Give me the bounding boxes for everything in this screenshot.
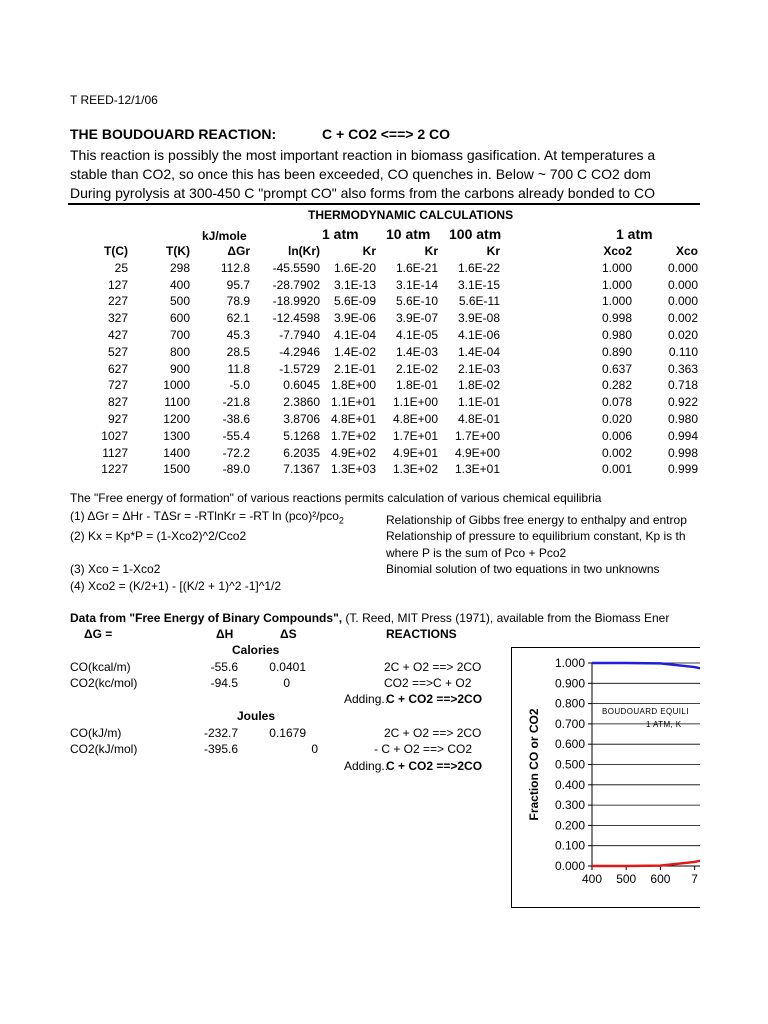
- joule-row-co-label: CO(kJ/m): [70, 726, 122, 740]
- cell-xco: 0.000: [667, 294, 698, 309]
- cell-kr-1atm: 4.1E-04: [333, 327, 376, 342]
- y-tick-label: 0.900: [554, 676, 585, 691]
- cell-tc: 127: [107, 277, 128, 292]
- header-1atm-right: 1 atm: [616, 226, 653, 242]
- cell-tc: 527: [107, 344, 128, 359]
- y-tick-label: 0.400: [554, 777, 585, 792]
- thermo-title: THERMODYNAMIC CALCULATIONS: [308, 208, 514, 222]
- cal-row-co-dh: -55.6: [210, 660, 238, 674]
- cell-kr-100atm: 1.4E-04: [457, 344, 500, 359]
- cell-xco2: 0.020: [601, 411, 632, 426]
- cell-kr-100atm: 1.6E-22: [457, 260, 500, 275]
- cell-tk: 298: [169, 260, 190, 275]
- col-header-kr-1atm: Kr: [362, 244, 376, 258]
- cell-kr-1atm: 4.8E+01: [330, 411, 376, 426]
- cell-xco2: 0.637: [601, 361, 632, 376]
- cell-tk: 1000: [163, 378, 190, 393]
- cell-xco: 0.000: [667, 260, 698, 275]
- cell-xco: 0.994: [667, 428, 698, 443]
- cell-lnkr: 6.2035: [283, 445, 320, 460]
- cell-kr-10atm: 1.6E-21: [395, 260, 438, 275]
- cell-kr-1atm: 1.8E+00: [330, 378, 376, 393]
- cell-lnkr: -18.9920: [272, 294, 320, 309]
- cal-row-co-ds: 0.0401: [269, 660, 306, 674]
- joule-row-co2-label: CO2(kJ/mol): [70, 742, 138, 756]
- cell-lnkr: 5.1268: [283, 428, 320, 443]
- author-date: T REED-12/1/06: [70, 93, 158, 107]
- cell-xco2: 0.890: [601, 344, 632, 359]
- cell-dgr: 78.9: [226, 294, 250, 309]
- cell-xco: 0.000: [667, 277, 698, 292]
- data-source: [70, 611, 669, 625]
- cell-kr-10atm: 2.1E-02: [395, 361, 438, 376]
- document-title: THE BOUDOUARD REACTION:: [70, 126, 277, 142]
- col-header-lnkr: ln(Kr): [288, 244, 320, 258]
- cell-lnkr: -1.5729: [279, 361, 320, 376]
- cell-kr-10atm: 1.8E-01: [395, 378, 438, 393]
- col-header-tc: T(C): [104, 244, 128, 258]
- cell-kr-1atm: 1.3E+03: [330, 462, 376, 477]
- cell-xco2: 0.002: [601, 445, 632, 460]
- cal-row-co2-ds: 0: [283, 676, 290, 690]
- cell-kr-10atm: 1.3E+02: [392, 462, 438, 477]
- cell-xco2: 0.980: [601, 327, 632, 342]
- delta-s-label: ΔS: [280, 627, 297, 641]
- cell-tk: 600: [169, 311, 190, 326]
- cell-lnkr: -12.4598: [272, 311, 320, 326]
- table-row: [70, 327, 698, 344]
- cell-kr-10atm: 3.1E-14: [395, 277, 438, 292]
- cell-lnkr: -45.5590: [272, 260, 320, 275]
- cell-xco2: 0.998: [601, 311, 632, 326]
- cell-tk: 1500: [163, 462, 190, 477]
- cell-xco: 0.002: [667, 311, 698, 326]
- cell-kr-1atm: 4.9E+02: [330, 445, 376, 460]
- y-tick-label: 0.600: [554, 737, 585, 752]
- cell-lnkr: -28.7902: [272, 277, 320, 292]
- equation-1-subscript: 2: [338, 515, 344, 526]
- cell-tc: 727: [107, 378, 128, 393]
- table-row: [70, 260, 698, 277]
- col-header-kr-10atm: Kr: [424, 244, 438, 258]
- thermo-table: [70, 243, 698, 478]
- col-header-kr-100atm: Kr: [486, 244, 500, 258]
- delta-g-label: ΔG =: [84, 627, 113, 641]
- equation-1-description: Relationship of Gibbs free energy to enthalpy and entrop: [386, 513, 687, 527]
- y-tick-label: 0.100: [554, 838, 585, 853]
- cal-row-co2-dh: -94.5: [210, 676, 238, 690]
- cell-lnkr: 7.1367: [283, 462, 320, 477]
- cell-kr-100atm: 3.9E-08: [457, 311, 500, 326]
- intro-line-2: stable than CO2, so once this has been exceeded, CO quenches in. Below ~ 700 C CO2 dom: [70, 166, 651, 182]
- cell-lnkr: 0.6045: [283, 378, 320, 393]
- cell-tc: 227: [107, 294, 128, 309]
- cell-xco: 0.980: [667, 411, 698, 426]
- table-row: [70, 344, 698, 361]
- cell-kr-1atm: 1.6E-20: [333, 260, 376, 275]
- cell-dgr: -5.0: [229, 378, 250, 393]
- cell-tk: 1400: [163, 445, 190, 460]
- col-header-dgr: ΔGr: [227, 244, 250, 258]
- cal-row-co2-label: CO2(kc/mol): [70, 676, 138, 690]
- cell-kr-1atm: 5.6E-09: [333, 294, 376, 309]
- joule-adding-reaction: C + CO2 ==>2CO: [386, 759, 483, 773]
- cell-tk: 1100: [164, 395, 190, 410]
- cell-tk: 800: [169, 344, 190, 359]
- cell-tk: 1300: [163, 428, 190, 443]
- header-100atm: 100 atm: [449, 226, 502, 242]
- chart-frame: [511, 647, 700, 908]
- cell-tc: 327: [107, 311, 128, 326]
- cell-kr-1atm: 3.9E-06: [333, 311, 376, 326]
- cell-kr-10atm: 1.4E-03: [395, 344, 438, 359]
- cell-tc: 1127: [102, 445, 128, 460]
- cell-kr-100atm: 4.9E+00: [454, 445, 500, 460]
- cell-tc: 927: [107, 411, 128, 426]
- thermo-header-row: [70, 243, 698, 260]
- cell-dgr: 62.1: [226, 311, 250, 326]
- cell-dgr: 112.8: [220, 260, 250, 275]
- x-tick-label: 500: [616, 872, 637, 886]
- y-tick-label: 0.500: [554, 757, 585, 772]
- y-tick-label: 1.000: [554, 656, 585, 670]
- cell-kr-1atm: 1.4E-02: [333, 344, 376, 359]
- cell-kr-1atm: 1.1E+01: [330, 395, 376, 410]
- cell-lnkr: 2.3860: [283, 395, 320, 410]
- series-xco-line: [592, 856, 700, 866]
- reaction-equation: C + CO2 <==> 2 CO: [322, 126, 451, 142]
- series-xco2-line: [592, 663, 700, 673]
- cell-xco: 0.020: [667, 327, 698, 342]
- equilibrium-chart: [512, 648, 700, 907]
- cell-xco: 0.363: [667, 361, 698, 376]
- chart-title: BOUDOUARD EQUILI: [602, 707, 689, 716]
- cell-lnkr: -4.2946: [279, 344, 320, 359]
- cell-kr-10atm: 4.8E+00: [392, 411, 438, 426]
- cell-kr-100atm: 1.8E-02: [457, 378, 500, 393]
- equation-3-description: Binomial solution of two equations in two unknowns: [386, 562, 660, 576]
- col-header-xco2: Xco2: [603, 244, 632, 258]
- equation-3: (3) Xco = 1-Xco2: [70, 562, 161, 576]
- cell-xco2: 0.001: [601, 462, 632, 477]
- cell-kr-100atm: 1.1E-01: [457, 395, 500, 410]
- cell-kr-100atm: 4.1E-06: [457, 327, 500, 342]
- cell-xco: 0.718: [667, 378, 698, 393]
- cell-kr-1atm: 2.1E-01: [333, 361, 376, 376]
- cell-xco: 0.110: [668, 344, 698, 359]
- cell-tc: 627: [107, 361, 128, 376]
- reactions-label: REACTIONS: [386, 627, 457, 641]
- table-row: [70, 277, 698, 294]
- cell-tc: 25: [114, 260, 128, 275]
- table-row: [70, 411, 698, 428]
- cell-xco2: 1.000: [601, 260, 632, 275]
- joule-adding-label: Adding..: [344, 759, 389, 773]
- equation-2-description-2: where P is the sum of Pco + Pco2: [386, 546, 567, 560]
- joule-row-co-reaction: 2C + O2 ==> 2CO: [384, 726, 482, 740]
- cell-tc: 427: [107, 327, 128, 342]
- equation-1: [70, 509, 344, 525]
- cell-xco2: 0.078: [601, 395, 632, 410]
- cell-tc: 827: [107, 395, 128, 410]
- cell-tc: 1027: [101, 428, 128, 443]
- header-10atm: 10 atm: [386, 226, 431, 242]
- section-divider: [68, 203, 700, 205]
- cell-tk: 700: [169, 327, 190, 342]
- cell-kr-1atm: 3.1E-13: [333, 277, 376, 292]
- cell-kr-10atm: 5.6E-10: [395, 294, 438, 309]
- cell-xco: 0.998: [667, 445, 698, 460]
- cell-kr-100atm: 1.3E+01: [454, 462, 500, 477]
- equations-intro: The "Free energy of formation" of various reactions permits calculation of various chemical equilibria: [70, 491, 602, 505]
- data-source-citation: (T. Reed, MIT Press (1971), available from the Biomass Ener: [342, 611, 670, 625]
- table-row: [70, 445, 698, 462]
- joule-row-co2-reaction: - C + O2 ==> CO2: [374, 742, 473, 756]
- table-row: [70, 377, 698, 394]
- cell-xco: 0.999: [667, 462, 698, 477]
- chart-subtitle: 1 ATM, K: [646, 720, 682, 729]
- cell-kr-10atm: 1.7E+01: [392, 428, 438, 443]
- table-row: [70, 428, 698, 445]
- y-tick-label: 0.800: [554, 696, 585, 711]
- cell-tk: 1200: [163, 411, 190, 426]
- equation-2-description: Relationship of pressure to equilibrium constant, Kp is th: [386, 529, 686, 543]
- intro-line-1: This reaction is possibly the most important reaction in biomass gasification. At temperatures a: [70, 147, 656, 163]
- cell-xco2: 0.282: [601, 378, 632, 393]
- cell-tk: 500: [169, 294, 190, 309]
- header-1atm: 1 atm: [322, 226, 359, 242]
- joule-row-co2-ds: 0: [311, 742, 318, 756]
- cell-xco2: 1.000: [601, 294, 632, 309]
- header-kjmole: kJ/mole: [202, 229, 247, 243]
- cell-dgr: 45.3: [226, 327, 250, 342]
- cal-row-co-label: CO(kcal/m): [70, 660, 131, 674]
- cell-kr-100atm: 4.8E-01: [457, 411, 500, 426]
- cell-dgr: -55.4: [222, 428, 250, 443]
- intro-line-3: During pyrolysis at 300-450 C "prompt CO" also forms from the carbons already bonded to CO: [70, 185, 655, 201]
- equation-4: (4) Xco2 = (K/2+1) - [(K/2 + 1)^2 -1]^1/2: [70, 579, 282, 593]
- table-row: [70, 461, 698, 478]
- cal-adding-label: Adding..: [344, 692, 389, 706]
- y-tick-label: 0.300: [554, 798, 585, 813]
- col-header-xco: Xco: [675, 244, 698, 258]
- table-row: [70, 293, 698, 310]
- cell-lnkr: 3.8706: [283, 411, 320, 426]
- cal-adding-reaction: C + CO2 ==>2CO: [386, 692, 483, 706]
- cell-tk: 400: [169, 277, 190, 292]
- equation-2: (2) Kx = Kp*P = (1-Xco2)^2/Cco2: [70, 529, 247, 543]
- x-tick-label: 400: [581, 872, 603, 886]
- cell-kr-10atm: 4.9E+01: [392, 445, 438, 460]
- cal-row-co2-reaction: CO2 ==>C + O2: [384, 676, 472, 690]
- cell-xco2: 1.000: [601, 277, 632, 292]
- table-row: [70, 394, 698, 411]
- data-source-title: Data from "Free Energy of Binary Compounds",: [70, 611, 343, 625]
- cell-kr-100atm: 3.1E-15: [457, 277, 500, 292]
- cell-kr-1atm: 1.7E+02: [330, 428, 376, 443]
- x-tick-label: 7: [691, 872, 698, 886]
- y-tick-label: 0.200: [554, 818, 585, 833]
- cell-xco: 0.922: [667, 395, 698, 410]
- cell-xco2: 0.006: [601, 428, 632, 443]
- table-row: [70, 361, 698, 378]
- equation-1-text: (1) ΔGr = ΔHr - TΔSr = -RTlnKr = -RT ln (pco)²/pco: [70, 509, 339, 523]
- joules-label: Joules: [237, 709, 276, 723]
- cell-kr-10atm: 3.9E-07: [395, 311, 438, 326]
- calories-label: Calories: [232, 643, 280, 657]
- joule-row-co2-dh: -395.6: [203, 742, 238, 756]
- cell-dgr: 28.5: [226, 344, 250, 359]
- cell-dgr: 95.7: [226, 277, 250, 292]
- cell-lnkr: -7.7940: [279, 327, 320, 342]
- cell-dgr: -89.0: [222, 462, 250, 477]
- x-tick-label: 600: [650, 872, 671, 886]
- cell-kr-100atm: 1.7E+00: [454, 428, 500, 443]
- cal-row-co-reaction: 2C + O2 ==> 2CO: [384, 660, 482, 674]
- cell-dgr: -38.6: [222, 411, 250, 426]
- cell-kr-10atm: 4.1E-05: [395, 327, 438, 342]
- cell-dgr: -72.2: [222, 445, 250, 460]
- cell-tk: 900: [169, 361, 190, 376]
- cell-dgr: 11.8: [227, 361, 250, 376]
- cell-kr-100atm: 2.1E-03: [457, 361, 500, 376]
- y-tick-label: 0.700: [554, 716, 585, 731]
- cell-tc: 1227: [101, 462, 128, 477]
- col-header-tk: T(K): [166, 244, 190, 258]
- y-tick-label: 0.000: [554, 859, 585, 873]
- joule-row-co-ds: 0.1679: [269, 726, 306, 740]
- y-axis-label: Fraction CO or CO2: [527, 708, 541, 821]
- delta-h-label: ΔH: [216, 627, 234, 641]
- joule-row-co-dh: -232.7: [203, 726, 238, 740]
- cell-kr-10atm: 1.1E+00: [392, 395, 438, 410]
- cell-dgr: -21.8: [222, 395, 250, 410]
- table-row: [70, 310, 698, 327]
- cell-kr-100atm: 5.6E-11: [458, 294, 500, 309]
